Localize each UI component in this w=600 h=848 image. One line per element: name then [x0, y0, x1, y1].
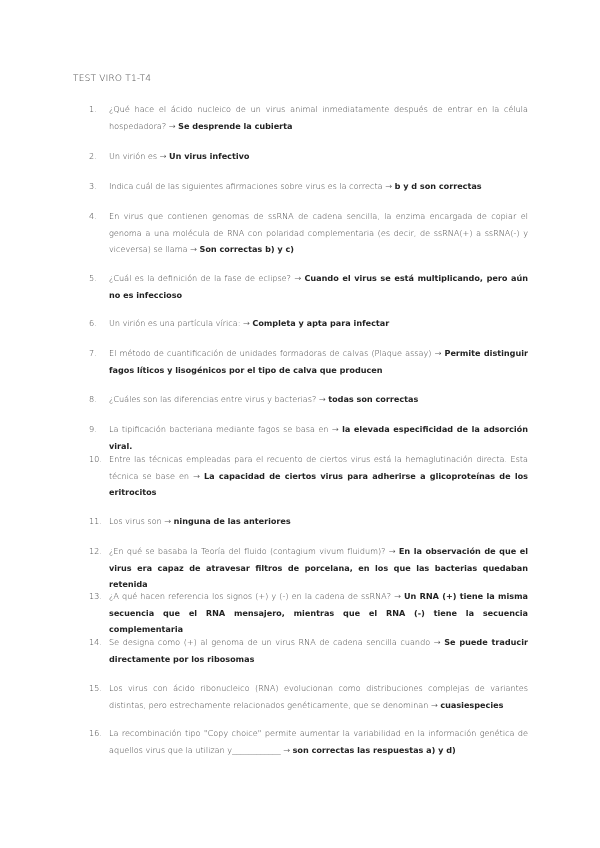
- question-number: 1.: [89, 104, 97, 114]
- question-item-11: [89, 513, 528, 530]
- question-item-5: [89, 270, 528, 303]
- question-item-15: [89, 680, 528, 713]
- question-text: Un virión es una partícula vírica:: [109, 318, 241, 328]
- arrow-icon: →: [243, 318, 250, 328]
- question-text: Los virus son: [109, 516, 162, 526]
- question-item-1: [89, 101, 528, 134]
- arrow-icon: →: [394, 591, 401, 601]
- answer-text: cuasiespecies: [440, 699, 504, 710]
- arrow-icon: →: [388, 546, 396, 556]
- question-number: 10.: [89, 454, 102, 464]
- answer-text: Completa y apta para infectar: [252, 318, 390, 328]
- answer-text: b y d son correctas: [394, 181, 482, 191]
- question-number: 7.: [89, 348, 97, 358]
- question-item-14: [89, 634, 528, 667]
- arrow-icon: →: [434, 348, 442, 358]
- answer-text: Son correctas b) y c): [199, 244, 294, 254]
- question-number: 13.: [89, 591, 102, 601]
- question-text: Los virus con ácido ribonucleico (RNA) evolucionan como distribuciones complejas de variantes distintas, pero estrechamente relacionados genéticamente, que se denominan: [109, 683, 528, 710]
- question-item-9: [89, 421, 528, 454]
- answer-text: En la observación de que el virus era capaz de atravesar filtros de porcelana, en los que las bacterias quedaban retenida: [109, 546, 529, 589]
- question-text: Entre las técnicas empleadas para el recuento de ciertos virus está la hemaglutinación directa. Esta técnica se base en: [109, 454, 528, 481]
- arrow-icon: →: [294, 273, 302, 283]
- question-text: La recombinación tipo "Copy choice" permite aumentar la variabilidad en la información genética de aquellos virus que la utilizan y____________: [109, 728, 528, 755]
- question-number: 16.: [89, 728, 102, 738]
- question-item-6: [89, 315, 528, 332]
- question-text: ¿En qué se basaba la Teoría del fluido (contagium vivum fluidum)?: [109, 546, 386, 556]
- question-number: 15.: [89, 683, 102, 693]
- arrow-icon: →: [385, 181, 392, 191]
- arrow-icon: →: [193, 470, 200, 481]
- answer-text: Cuando el virus se está multiplicando, pero aún no es infeccioso: [109, 273, 528, 300]
- answer-text: ninguna de las anteriores: [173, 516, 291, 526]
- question-text: La tipificación bacteriana mediante fagos se basa en: [109, 424, 329, 434]
- arrow-icon: →: [283, 744, 291, 755]
- question-text: El método de cuantificación de unidades formadoras de calvas (Plaque assay): [109, 348, 432, 358]
- question-item-2: [89, 148, 528, 165]
- answer-text: La capacidad de ciertos virus para adherirse a glicoproteínas de los eritrocitos: [109, 470, 528, 497]
- question-text: ¿Cuál es la definición de la fase de eclipse?: [109, 273, 291, 283]
- question-item-12: [89, 543, 528, 593]
- question-number: 12.: [89, 546, 102, 556]
- question-number: 8.: [89, 394, 97, 404]
- question-text: Un virión es: [109, 151, 158, 161]
- question-text: ¿A qué hacen referencia los signos (+) y (-) en la cadena de ssRNA?: [109, 591, 391, 601]
- question-number: 3.: [89, 181, 97, 191]
- answer-text: son correctas las respuestas a) y d): [292, 744, 456, 755]
- question-number: 5.: [89, 273, 97, 283]
- question-text: Indica cuál de las siguientes afirmaciones sobre virus es la correcta: [109, 181, 383, 191]
- arrow-icon: →: [159, 151, 167, 161]
- arrow-icon: →: [168, 120, 176, 131]
- question-text: ¿Cuáles son las diferencias entre virus y bacterias?: [109, 394, 317, 404]
- question-number: 14.: [89, 637, 102, 647]
- question-item-16: [89, 725, 528, 758]
- question-number: 6.: [89, 318, 97, 328]
- question-number: 11.: [89, 516, 102, 526]
- answer-text: Se desprende la cubierta: [178, 120, 293, 131]
- question-number: 2.: [89, 151, 97, 161]
- question-item-4: [89, 208, 528, 258]
- answer-text: Permite distinguir fagos líticos y lisogénicos por el tipo de calva que producen: [109, 348, 528, 375]
- question-item-8: [89, 391, 528, 408]
- question-text: Se designa como (+) al genoma de un virus RNA de cadena sencilla cuando: [109, 637, 431, 647]
- arrow-icon: →: [164, 516, 172, 526]
- question-number: 4.: [89, 211, 97, 221]
- question-item-10: [89, 451, 528, 501]
- answer-text: Un RNA (+) tiene la misma secuencia que el RNA mensajero, mientras que el RNA (-) tiene la secuencia complementaria: [109, 591, 528, 634]
- arrow-icon: →: [430, 699, 438, 710]
- question-text: ¿Qué hace el ácido nucleico de un virus animal inmediatamente después de entrar en la célula hospedadora?: [109, 104, 528, 131]
- question-text: En virus que contienen genomas de ssRNA de cadena sencilla, la enzima encargada de copiar el genoma a una molécula de RNA con polaridad complementaria (es decir, de ssRNA(+) a ssRNA(-) y viceversa) se llama: [109, 211, 528, 254]
- answer-text: la elevada especificidad de la adsorción viral.: [109, 424, 529, 451]
- question-number: 9.: [89, 424, 97, 434]
- arrow-icon: →: [433, 637, 441, 647]
- arrow-icon: →: [190, 244, 197, 254]
- answer-text: Se puede traducir directamente por los ribosomas: [109, 637, 529, 664]
- answer-text: todas son correctas: [328, 394, 419, 404]
- question-item-3: [89, 178, 528, 195]
- arrow-icon: →: [318, 394, 326, 404]
- arrow-icon: →: [331, 424, 339, 434]
- document-title: TEST VIRO T1-T4: [73, 74, 152, 84]
- question-item-7: [89, 345, 528, 378]
- question-item-13: [89, 588, 528, 638]
- answer-text: Un virus infectivo: [169, 151, 250, 161]
